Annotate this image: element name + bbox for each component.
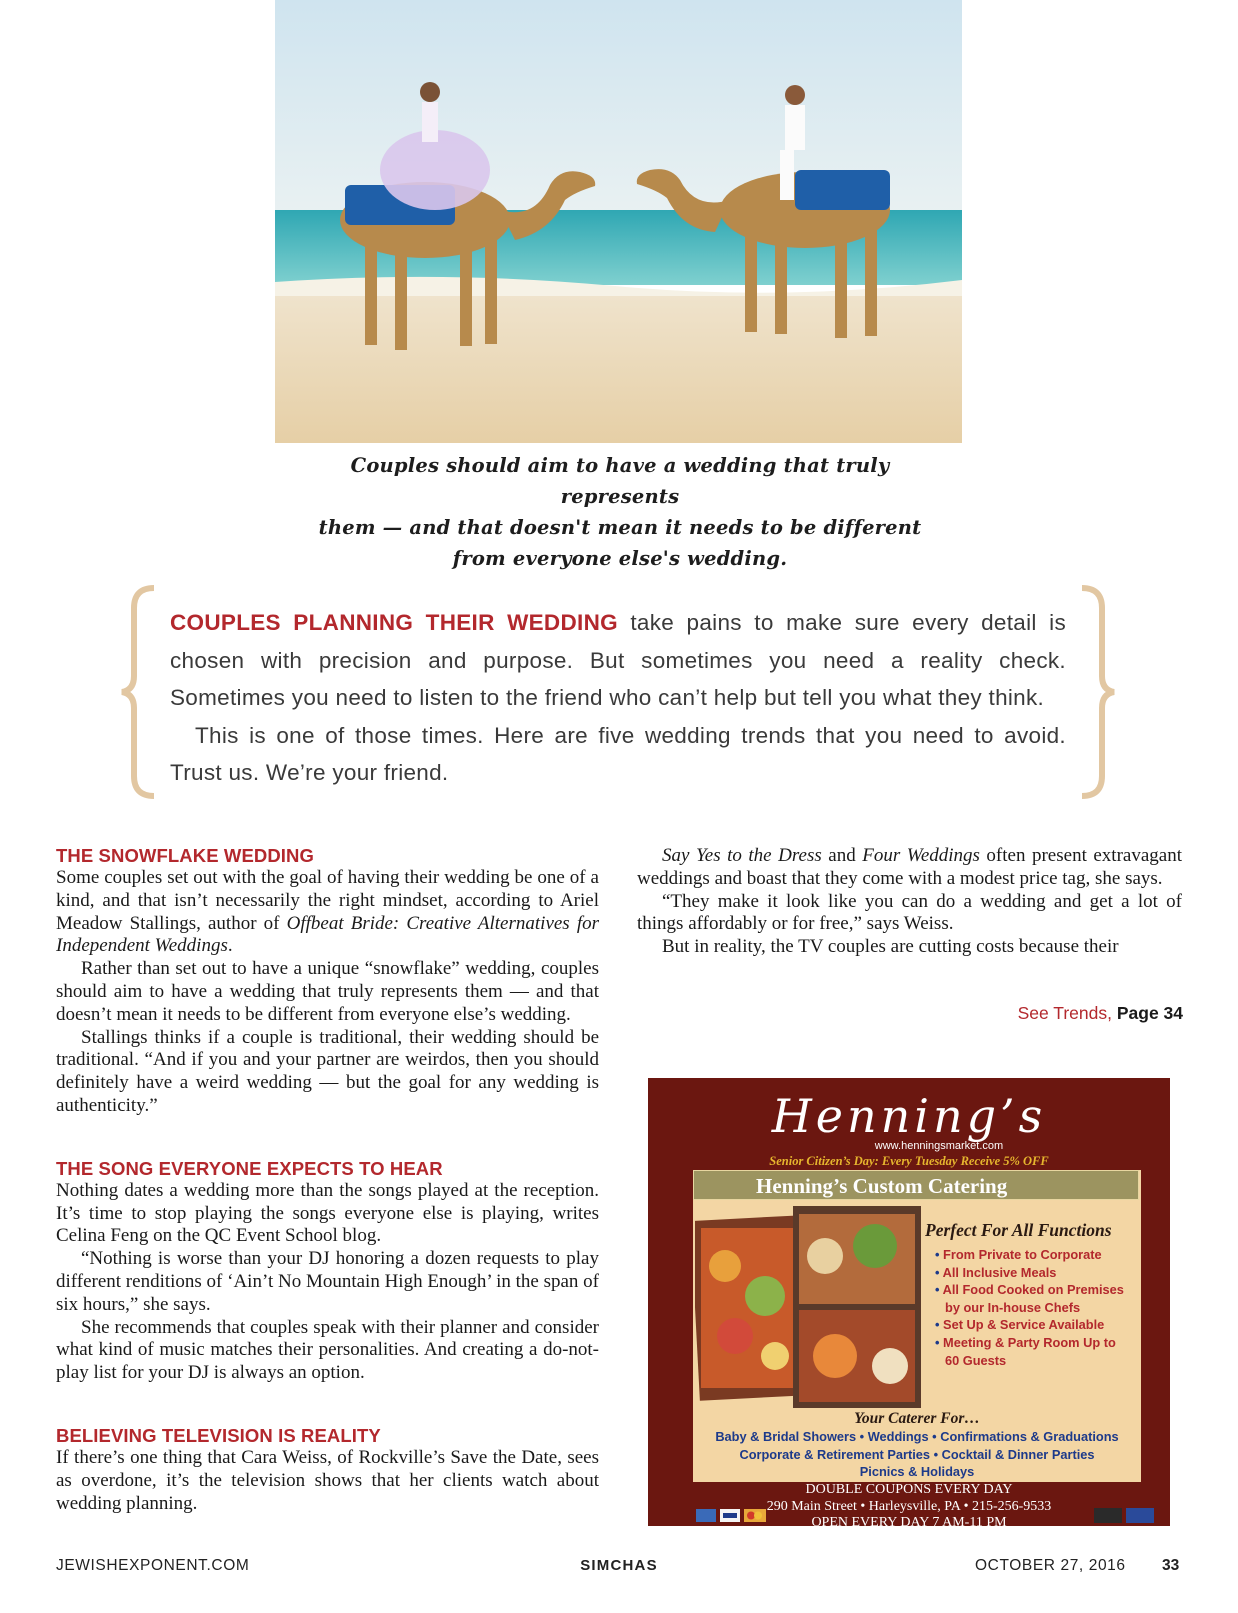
book-title: Offbeat Bride: Creative Alternatives for Independent Weddings bbox=[56, 912, 599, 957]
left-brace-icon bbox=[118, 584, 158, 800]
footer-site[interactable]: JEWISHEXPONENT.COM bbox=[56, 1557, 250, 1574]
article-section bbox=[56, 1158, 599, 1385]
text: and bbox=[821, 845, 863, 866]
intro-pullquote bbox=[118, 584, 1118, 800]
paragraph bbox=[56, 867, 599, 958]
caption-line: them — and that doesn't mean it needs to be different bbox=[318, 516, 922, 539]
list-item: • Set Up & Service Available bbox=[935, 1317, 1105, 1333]
show-title: Say Yes to the Dress bbox=[662, 845, 822, 866]
section-heading: BELIEVING TELEVISION IS REALITY bbox=[56, 1424, 381, 1446]
photo-caption bbox=[300, 450, 940, 574]
ad-logo: Henning’s bbox=[771, 1089, 1047, 1143]
list-item: • All Inclusive Meals bbox=[935, 1264, 1057, 1280]
camels-beach-photo bbox=[275, 0, 962, 443]
hennings-advertisement[interactable] bbox=[648, 1078, 1170, 1530]
list-item-text: From Private to Corporate bbox=[943, 1247, 1102, 1262]
ad-promo: Senior Citizen’s Day: Every Tuesday Receive 5% OFF bbox=[769, 1154, 1049, 1168]
ad-events-line: Picnics & Holidays bbox=[859, 1464, 975, 1480]
paragraph: Rather than set out to have a unique “snowflake” wedding, couples should aim to have a wedding that truly represents them — and that doesn’t mean it needs to be different from everyone else’s wedding. bbox=[56, 958, 599, 1025]
list-item: • From Private to Corporate bbox=[935, 1247, 1102, 1262]
paragraph bbox=[637, 845, 1182, 891]
ad-feature-list bbox=[933, 1246, 1133, 1369]
list-item-text: All Inclusive Meals bbox=[942, 1264, 1057, 1280]
ad-footer-line: 290 Main Street • Harleysville, PA • 215-256-9533 bbox=[766, 1498, 1052, 1514]
ad-heading-bar: Henning’s Custom Catering bbox=[693, 1170, 1139, 1200]
continued-link[interactable] bbox=[800, 1003, 1183, 1024]
paragraph: “They make it look like you can do a wedding and get a lot of things affordably or for free,” says Weiss. bbox=[637, 890, 1182, 935]
continued-page: Page 34 bbox=[1116, 1003, 1183, 1023]
paragraph: If there’s one thing that Cara Weiss, of Rockville’s Save the Date, sees as overdone, it’s the television shows that her clients watch about wedding planning. bbox=[56, 1446, 599, 1514]
text: often present extravagant weddings and boast that they come with a modest price tag, she says. bbox=[637, 845, 1182, 889]
section-heading: THE SNOWFLAKE WEDDING bbox=[56, 845, 315, 866]
ad-footer-line: OPEN EVERY DAY 7 AM-11 PM bbox=[811, 1515, 1007, 1530]
footer-section: SIMCHAS bbox=[580, 1557, 658, 1574]
ad-url: www.henningsmarket.com bbox=[874, 1140, 1004, 1152]
article-section bbox=[56, 1425, 599, 1515]
intro-paragraph: take pains to make sure every detail is chosen with precision and purpose. But sometimes you need a reality check. Sometimes you need to listen to the friend who can’t help but tell you what they think. bbox=[170, 610, 1066, 710]
footer-date: OCTOBER 27, 2016 bbox=[975, 1557, 1126, 1574]
intro-text bbox=[170, 604, 1066, 792]
list-item-text: Set Up & Service Available bbox=[943, 1317, 1105, 1333]
show-title: Four Weddings bbox=[862, 845, 980, 866]
page-number: 33 bbox=[1162, 1557, 1180, 1574]
intro-lead: COUPLES PLANNING THEIR WEDDING bbox=[170, 610, 618, 635]
credit-card-icons bbox=[696, 1509, 768, 1523]
caption-line: from everyone else's wedding. bbox=[452, 547, 788, 570]
section-heading: THE SONG EVERYONE EXPECTS TO HEAR bbox=[56, 1157, 443, 1179]
article-left-column bbox=[56, 845, 599, 1555]
ad-events bbox=[693, 1428, 1141, 1481]
ad-footer bbox=[648, 1482, 1170, 1532]
caption-line: Couples should aim to have a wedding that truly represents bbox=[350, 454, 890, 508]
paragraph: She recommends that couples speak with their planner and consider what kind of music matches their personalities. And creating a do-not-play list for your DJ is always an option. bbox=[56, 1316, 599, 1384]
list-item: • Meeting & Party Room Up to 60 Guests bbox=[935, 1334, 1116, 1368]
text: . bbox=[227, 935, 233, 957]
list-item-text: All Food Cooked on Premises by our In-house Chefs bbox=[942, 1282, 1124, 1315]
list-item: • All Food Cooked on Premises by our In-house Chefs bbox=[935, 1282, 1124, 1315]
ad-footer-line: DOUBLE COUPONS EVERY DAY bbox=[805, 1482, 1013, 1497]
paragraph: “Nothing is worse than your DJ honoring a dozen requests to play different renditions of ‘Ain’t No Mountain High Enough’ in the span of six hours,” she says. bbox=[56, 1248, 599, 1315]
paragraph: Nothing dates a wedding more than the songs played at the reception. It’s time to stop playing the songs everyone else is playing, writes Celina Feng on the QC Event School blog. bbox=[56, 1179, 599, 1247]
hero-photo bbox=[275, 0, 962, 443]
ad-panel bbox=[693, 1170, 1141, 1482]
ad-caterer-heading: Your Caterer For… bbox=[854, 1410, 980, 1427]
discover-wic-icons bbox=[1094, 1508, 1156, 1524]
list-item-text: Meeting & Party Room Up to 60 Guests bbox=[943, 1334, 1116, 1368]
paragraph: But in reality, the TV couples are cutting costs because their bbox=[662, 936, 1119, 958]
ad-events-line: Baby & Bridal Showers • Weddings • Confirmations & Graduations bbox=[715, 1429, 1119, 1444]
right-brace-icon bbox=[1078, 584, 1118, 800]
continued-label: See Trends, bbox=[1017, 1003, 1117, 1023]
article-section bbox=[56, 845, 599, 1118]
ad-events-line: Corporate & Retirement Parties • Cocktail & Dinner Parties bbox=[739, 1446, 1095, 1462]
ad-tagline: Perfect For All Functions bbox=[925, 1220, 1112, 1240]
article-right-column bbox=[637, 845, 1182, 959]
intro-paragraph: This is one of those times. Here are five wedding trends that you need to avoid. Trust us. We’re your friend. bbox=[170, 722, 1066, 785]
paragraph: Stallings thinks if a couple is traditional, their wedding should be traditional. “And if you and your partner are weirdos, then you should definitely have a weird wedding — but the goal for any wedding is authenticity.” bbox=[56, 1026, 599, 1116]
catering-food-photo-icon bbox=[695, 1206, 921, 1408]
text: Some couples set out with the goal of having their wedding be one of a kind, and that isn’t necessarily the right mindset, according to Ariel Meadow Stallings, author of bbox=[56, 867, 599, 934]
